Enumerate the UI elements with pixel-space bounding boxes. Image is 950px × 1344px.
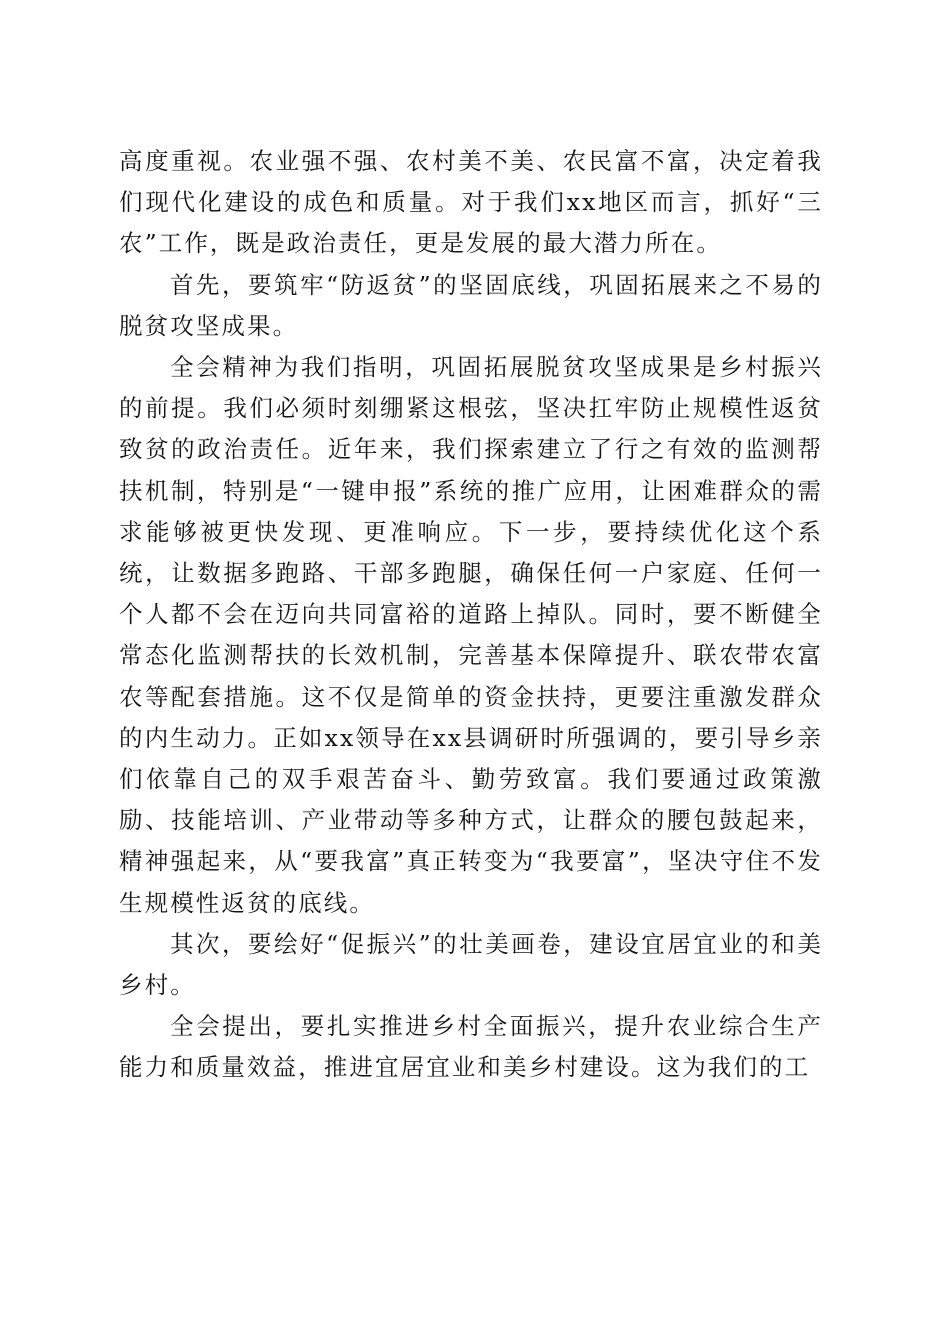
document-body: [119, 141, 823, 1089]
paragraph-heading-first: 首先，要筑牢“防返贫”的坚固底线，巩固拓展来之不易的脱贫攻坚成果。: [119, 270, 823, 340]
paragraph-body-first: 全会精神为我们指明，巩固拓展脱贫攻坚成果是乡村振兴的前提。我们必须时刻绷紧这根弦，坚决扛牢防止规模性返贫致贫的政治责任。近年来，我们探索建立了行之有效的监测帮扶机制，特别是“一键申报”系统的推广应用，让困难群众的需求能够被更快发现、更准响应。下一步，要持续优化这个系统，让数据多跑路、干部多跑腿，确保任何一户家庭、任何一个人都不会在迈向共同富裕的道路上掉队。同时，要不断健全常态化监测帮扶的长效机制，完善基本保障提升、联农带农富农等配套措施。这不仅是简单的资金扶持，更要注重激发群众的内生动力。正如xx领导在xx县调研时所强调的，要引导乡亲们依靠自己的双手艰苦奋斗、勤劳致富。我们要通过政策激励、技能培训、产业带动等多种方式，让群众的腰包鼓起来，精神强起来，从“要我富”真正转变为“我要富”，坚决守住不发生规模性返贫的底线。: [119, 353, 823, 917]
paragraph-continuation: 高度重视。农业强不强、农村美不美、农民富不富，决定着我们现代化建设的成色和质量。对于我们xx地区而言，抓好“三农”工作，既是政治责任，更是发展的最大潜力所在。: [119, 147, 823, 258]
paragraph-body-second: 全会提出，要扎实推进乡村全面振兴，提升农业综合生产能力和质量效益，推进宜居宜业和美乡村建设。这为我们的工: [119, 1012, 823, 1082]
paragraph-heading-second: 其次，要绘好“促振兴”的壮美画卷，建设宜居宜业的和美乡村。: [119, 929, 823, 1000]
